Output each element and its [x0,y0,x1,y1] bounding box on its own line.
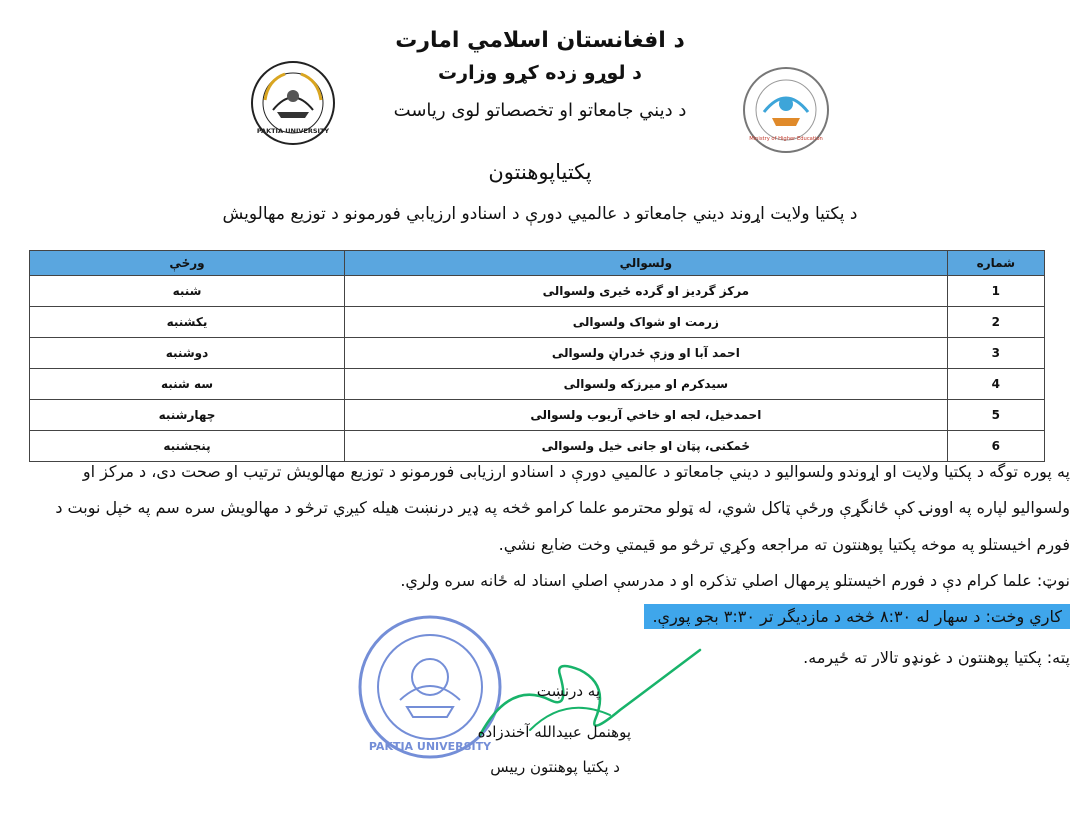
row-district: احمدخيل، لجه او خاخي آريوب ولسوالی [345,400,948,431]
table-row [30,338,1045,369]
header-ministry: د لوړو زده کړو وزارت [438,62,642,84]
row-number: 6 [947,431,1044,462]
signatory-title: د پکتيا پوهنتون رييس [490,758,620,776]
row-day: دوشنبه [30,338,345,369]
signatory-name: پوهنمل عبيدالله آخندزاده [477,723,631,741]
table-row [30,276,1045,307]
body-line-3: فورم اخيستلو په موخه پکتيا پوهنتون ته مراجعه وکړي ترڅو مو قيمتي وخت ضايع نشي. [498,535,1070,554]
row-day: سه شنبه [30,369,345,400]
schedule-table [29,250,1045,462]
table-row [30,369,1045,400]
svg-text:PAKTIA UNIVERSITY: PAKTIA UNIVERSITY [368,740,492,753]
table-row [30,400,1045,431]
row-day: پنجشنبه [30,431,345,462]
signature-closing: په درنښت [536,682,600,700]
row-day: يکشنبه [30,307,345,338]
row-day: چهارشنبه [30,400,345,431]
row-district: احمد آبا او وزې ځدراڼ ولسوالی [345,338,948,369]
svg-text:Ministry of Higher Education: Ministry of Higher Education [749,136,823,142]
handwritten-signature-icon [470,640,710,764]
row-district: مرکز گرديز او گرده ځيری ولسوالی [345,276,948,307]
row-district: سيدکرم او ميرزکه ولسوالی [345,369,948,400]
row-number: 1 [947,276,1044,307]
row-district: ځمکنی، پټان او جانی خيل ولسوالی [345,431,948,462]
header-day: ورځې [30,251,345,276]
body-line-1: په پوره توگه د پکتيا ولايت او اړوندو ولسواليو د ديني جامعاتو د عالميي دورې د اسنادو ارزيابی فورمونو د توزيع مهالويش ترتيب او صحت دی، د مرکز او [82,462,1070,481]
row-number: 5 [947,400,1044,431]
header-directorate: د ديني جامعاتو او تخصصاتو لوی رياست [393,100,687,121]
table-row [30,431,1045,462]
document-subtitle: د پکتيا ولايت اړوند ديني جامعاتو د عالميي دورې د اسنادو ارزيابي فورمونو د توزيع مهالويش [222,204,858,224]
address-text: پته: پکتيا پوهنتون د غونډو تالار ته ځيرمه. [803,648,1070,667]
row-number: 2 [947,307,1044,338]
table-row [30,307,1045,338]
work-time-highlight: کاري وخت: د سهار له ۸:۳۰ څخه د مازديگر تر ۳:۳۰ بجو پورې. [644,604,1070,629]
row-number: 4 [947,369,1044,400]
body-line-2: ولسواليو لپاره په اوونۍ کې ځانگړې ورځې ټاکل شوي، له ټولو محترمو علما کرامو څخه په ډير درنښت هيله کيږي ترڅو د مهالويش سره سم په خپل نوبت د [55,498,1070,517]
note-text: نوټ: علما کرام دې د فورم اخيستلو پرمهال اصلي تذکره او د مدرسې اصلي اسناد له ځانه سره ولري. [400,571,1070,590]
row-number: 3 [947,338,1044,369]
row-day: شنبه [30,276,345,307]
table-header-row [30,251,1045,276]
paktia-university-logo-icon [250,60,336,150]
svg-text:PAKTIA UNIVERSITY: PAKTIA UNIVERSITY [256,127,330,135]
ministry-higher-education-logo-icon [742,66,830,158]
row-district: زرمت او شواک ولسوالی [345,307,948,338]
header-emirate: د افغانستان اسلامي امارت [395,28,685,53]
header-university: پکتياپوهنتون [488,160,592,184]
header-district: ولسوالي [345,251,948,276]
header-number: شماره [947,251,1044,276]
